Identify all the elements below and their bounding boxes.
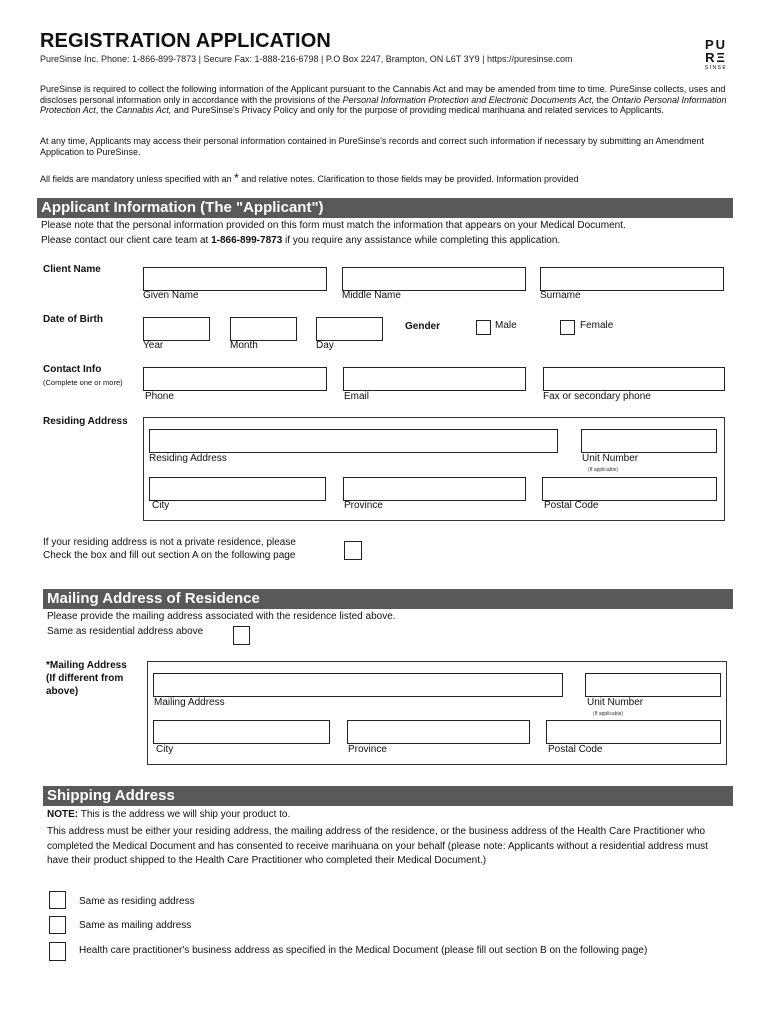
ship-same-as-residing-checkbox[interactable] bbox=[49, 891, 66, 909]
contact-info-label: Contact Info bbox=[43, 364, 102, 375]
female-caption: Female bbox=[580, 320, 614, 331]
residing-city-input[interactable] bbox=[149, 477, 326, 501]
fax-caption: Fax or secondary phone bbox=[543, 391, 651, 402]
phone-input[interactable] bbox=[143, 367, 327, 391]
surname-caption: Surname bbox=[540, 290, 581, 301]
residing-postal-code-input[interactable] bbox=[542, 477, 717, 501]
dob-year-input[interactable] bbox=[143, 317, 210, 341]
intro-paragraph-1: PureSinse is required to collect the following information of the Applicant pursuant to the Cannabis Act and may be amended from time to time. PureSinse collects, uses and discloses personal information only in accordance with the provisions of the Personal Information Protection and Electronic Documents Act, the Ontario Personal Information Protection Act, the Cannabis Act, and PureSinse's Privacy Policy and only for the purpose of providing medical marihuana and related services to Applicants. bbox=[40, 84, 727, 115]
mailing-unit-input[interactable] bbox=[585, 673, 721, 697]
email-caption: Email bbox=[344, 391, 370, 402]
day-caption: Day bbox=[316, 340, 334, 351]
logo-line-2: RΞ bbox=[705, 50, 727, 65]
ship-same-as-mailing-caption: Same as mailing address bbox=[79, 920, 192, 931]
middle-name-input[interactable] bbox=[342, 267, 526, 291]
gender-female-checkbox[interactable] bbox=[560, 320, 575, 335]
dob-month-input[interactable] bbox=[230, 317, 297, 341]
mailing-unit-caption: Unit Number bbox=[587, 697, 644, 708]
ship-same-as-mailing-checkbox[interactable] bbox=[49, 916, 66, 934]
shipping-section-heading: Shipping Address bbox=[43, 786, 733, 806]
given-name-input[interactable] bbox=[143, 267, 327, 291]
year-caption: Year bbox=[143, 340, 164, 351]
mailing-label-line-2: (If different from bbox=[46, 673, 124, 684]
ship-practitioner-caption: Health care practitioner's business address as specified in the Medical Document (please fill out section B on the following page) bbox=[79, 945, 648, 956]
non-private-residence-checkbox[interactable] bbox=[344, 541, 362, 560]
surname-input[interactable] bbox=[540, 267, 724, 291]
page-title: REGISTRATION APPLICATION bbox=[40, 30, 331, 52]
residing-unit-note: (If applicable) bbox=[588, 467, 619, 473]
residing-address-label: Residing Address bbox=[43, 416, 128, 427]
mailing-note: Please provide the mailing address associated with the residence listed above. bbox=[47, 611, 396, 622]
logo-line-3: SINSE bbox=[704, 65, 728, 71]
male-caption: Male bbox=[495, 320, 517, 331]
mailing-address-label bbox=[46, 659, 127, 698]
middle-name-caption: Middle Name bbox=[342, 290, 401, 301]
mailing-province-input[interactable] bbox=[347, 720, 530, 744]
mailing-postal-code-input[interactable] bbox=[546, 720, 721, 744]
mailing-address-caption: Mailing Address bbox=[154, 697, 225, 708]
phone-caption: Phone bbox=[145, 391, 174, 402]
mailing-city-caption: City bbox=[156, 744, 174, 755]
private-residence-note-2: Check the box and fill out section A on the following page bbox=[43, 550, 296, 561]
puresinse-logo bbox=[700, 38, 732, 71]
mailing-section-heading: Mailing Address of Residence bbox=[43, 589, 733, 609]
applicant-section-heading: Applicant Information (The "Applicant") bbox=[37, 198, 733, 218]
given-name-caption: Given Name bbox=[143, 290, 199, 301]
client-name-label: Client Name bbox=[43, 264, 101, 275]
company-contact-line: PureSinse Inc. Phone: 1-866-899-7873 | Secure Fax: 1-888-216-6798 | P.O Box 2247, Brampton, ON L6T 3Y9 | https://puresinse.com bbox=[40, 54, 573, 64]
intro-paragraph-2: At any time, Applicants may access their personal information contained in PureSinse's records and correct such information if necessary by submitting an Amendment Application to PureSinse. bbox=[40, 136, 705, 157]
mailing-postal-code-caption: Postal Code bbox=[548, 744, 603, 755]
private-residence-note-1: If your residing address is not a private residence, please bbox=[43, 537, 296, 548]
residing-unit-caption: Unit Number bbox=[582, 453, 639, 464]
residing-postal-code-caption: Postal Code bbox=[544, 500, 599, 511]
mailing-label-line-3: above) bbox=[46, 686, 79, 697]
applicant-note-2: Please contact our client care team at 1-866-899-7873 if you require any assistance while completing this application. bbox=[41, 235, 561, 246]
contact-info-note: (Complete one or more) bbox=[43, 378, 123, 387]
intro-paragraph-3: All fields are mandatory unless specified with an * and relative notes. Clarification to those fields may be provided. Information provided bbox=[40, 171, 579, 185]
dob-day-input[interactable] bbox=[316, 317, 383, 341]
same-as-residential-caption: Same as residential address above bbox=[47, 626, 204, 637]
mailing-label-line-1: *Mailing Address bbox=[46, 660, 127, 671]
fax-input[interactable] bbox=[543, 367, 725, 391]
ship-same-as-residing-caption: Same as residing address bbox=[79, 896, 195, 907]
shipping-paragraph: This address must be either your residing address, the mailing address of the residence, or the business address of the Health Care Practitioner who completed the Medical Document and has consented to receive marihuana on your behalf (please note: Applicants without a residential address must have their product shipped to the Health Care Practitioner who completed their Medical Document.) bbox=[47, 826, 708, 866]
mailing-city-input[interactable] bbox=[153, 720, 330, 744]
dob-label: Date of Birth bbox=[43, 314, 103, 325]
residing-province-caption: Province bbox=[344, 500, 383, 511]
applicant-note-1: Please note that the personal information provided on this form must match the information that appears on your Medical Document. bbox=[41, 220, 626, 231]
shipping-note: NOTE: This is the address we will ship your product to. bbox=[47, 809, 291, 820]
residing-address-input[interactable] bbox=[149, 429, 558, 453]
residing-city-caption: City bbox=[152, 500, 170, 511]
same-as-residential-checkbox[interactable] bbox=[233, 626, 250, 645]
month-caption: Month bbox=[230, 340, 258, 351]
email-input[interactable] bbox=[343, 367, 526, 391]
gender-label: Gender bbox=[405, 321, 441, 332]
gender-male-checkbox[interactable] bbox=[476, 320, 491, 335]
logo-line-1: PU bbox=[704, 37, 728, 52]
residing-province-input[interactable] bbox=[343, 477, 526, 501]
mailing-unit-note: (If applicable) bbox=[593, 711, 624, 717]
mailing-address-input[interactable] bbox=[153, 673, 563, 697]
mailing-province-caption: Province bbox=[348, 744, 387, 755]
ship-practitioner-checkbox[interactable] bbox=[49, 942, 66, 961]
residing-address-caption: Residing Address bbox=[149, 453, 227, 464]
residing-unit-input[interactable] bbox=[581, 429, 717, 453]
